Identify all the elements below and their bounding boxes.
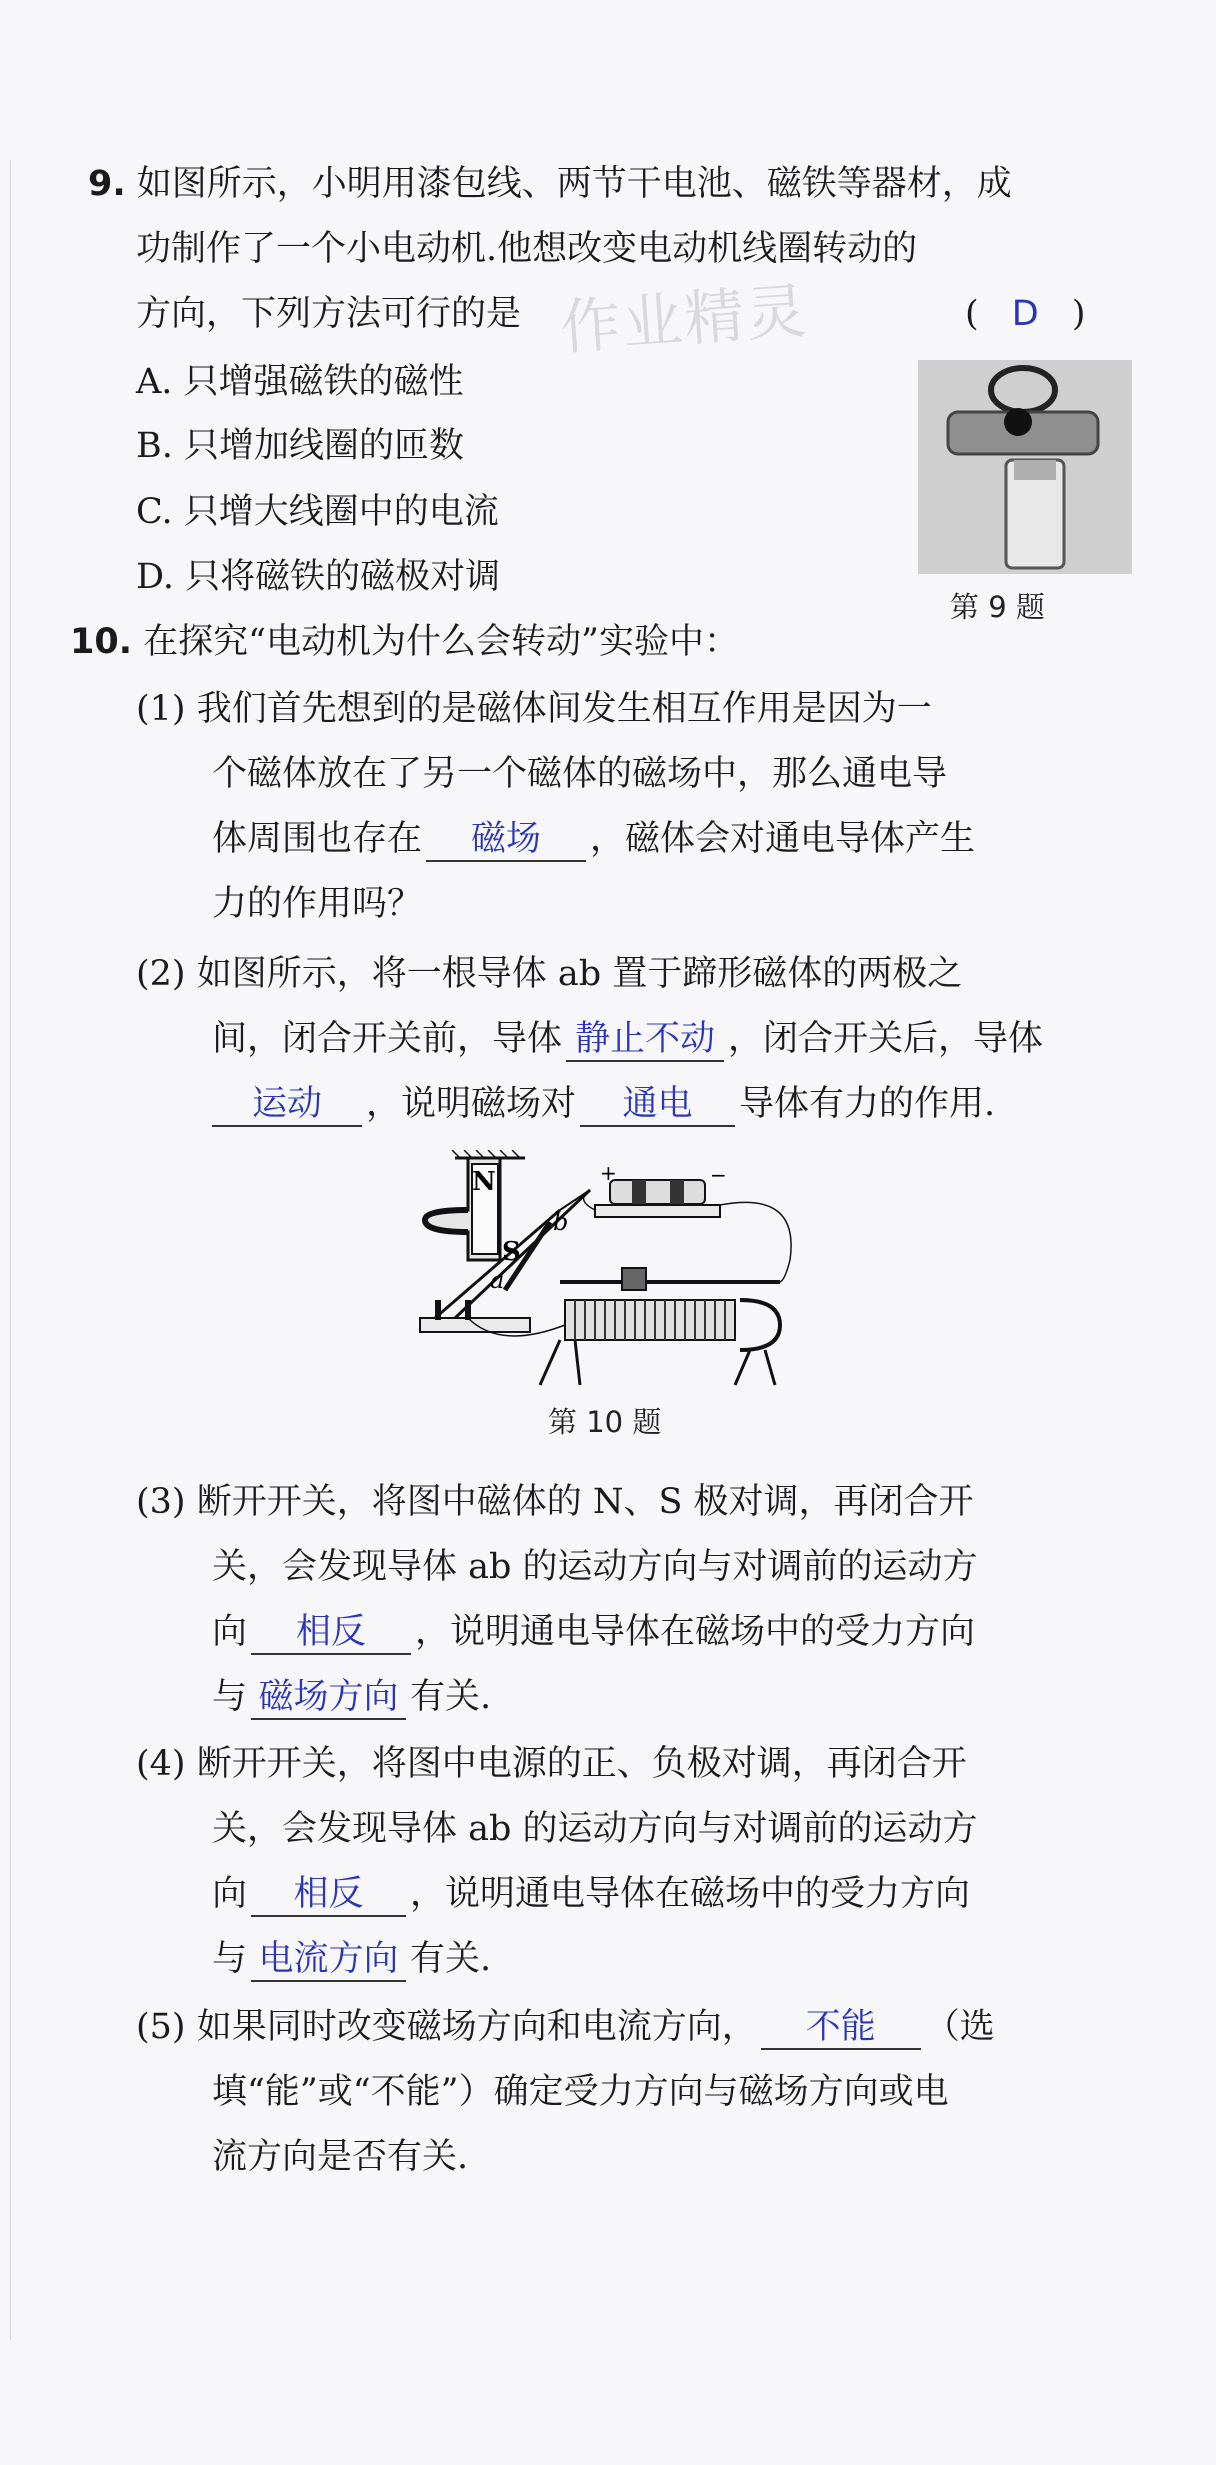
q10-p1-line1: (1) 我们首先想到的是磁体间发生相互作用是因为一 — [136, 689, 932, 729]
q9-option-a: A. 只增强磁铁的磁性 — [136, 362, 464, 402]
q10-label-minus: − — [710, 1163, 727, 1187]
q9-stem-line3: 方向，下列方法可行的是 — [136, 294, 522, 334]
q10-p4-answer-blank2: 电流方向 — [251, 1938, 406, 1982]
q10-p2-line1: (2) 如图所示，将一根导体 ab 置于蹄形磁体的两极之 — [136, 954, 963, 994]
q10-p5-line3: 流方向是否有关. — [212, 2137, 469, 2177]
q10-stem: 10. 在探究“电动机为什么会转动”实验中： — [70, 622, 739, 662]
q9-stem-line2: 功制作了一个小电动机.他想改变电动机线圈转动的 — [136, 229, 918, 269]
q10-p4-line2: 关，会发现导体 ab 的运动方向与对调前的运动方 — [212, 1809, 978, 1849]
q10-p2-line3: 运动 ，说明磁场对 通电 导体有力的作用. — [212, 1080, 995, 1128]
q10-p2-answer-blank3: 通电 — [580, 1083, 735, 1127]
q10-number: 10. — [70, 622, 133, 662]
q9-figure-caption: 第 9 题 — [950, 590, 1045, 624]
q10-p1-line3: 体周围也存在 磁场 ，磁体会对通电导体产生 — [212, 815, 975, 863]
q10-p4-line1: (4) 断开开关，将图中电源的正、负极对调，再闭合开 — [136, 1744, 967, 1784]
q10-p3-line4: 与 磁场方向 有关. — [212, 1673, 491, 1721]
q10-p4-line4: 与 电流方向 有关. — [212, 1935, 491, 1983]
q9-number: 9. — [88, 164, 126, 204]
q10-circuit-diagram — [410, 1150, 820, 1390]
watermark-text: 作业精灵 — [558, 276, 811, 364]
q10-label-a: a — [490, 1266, 505, 1294]
q9-option-c: C. 只增大线圈中的电流 — [136, 492, 499, 532]
q9-option-d: D. 只将磁铁的磁极对调 — [136, 557, 501, 597]
q10-p1-answer-blank: 磁场 — [426, 818, 586, 862]
page-margin-line — [10, 160, 11, 2340]
q10-p3-line1: (3) 断开开关，将图中磁体的 N、S 极对调，再闭合开 — [136, 1482, 974, 1522]
q10-p3-line3: 向 相反 ，说明通电导体在磁场中的受力方向 — [212, 1608, 975, 1656]
q10-p3-answer-blank2: 磁场方向 — [251, 1676, 406, 1720]
q10-p2-answer-blank1: 静止不动 — [566, 1018, 724, 1062]
q10-p3-answer-blank1: 相反 — [251, 1611, 411, 1655]
q10-p1-line4: 力的作用吗？ — [212, 884, 423, 924]
q10-label-b: b — [553, 1208, 569, 1236]
q9-stem-line1: 9. 如图所示，小明用漆包线、两节干电池、磁铁等器材，成 — [88, 164, 1012, 204]
q9-motor-photo — [918, 360, 1132, 574]
q10-label-n: N — [472, 1167, 496, 1197]
q10-p2-line2: 间，闭合开关前，导体 静止不动 ，闭合开关后，导体 — [212, 1015, 1043, 1063]
q10-figure-caption: 第 10 题 — [548, 1405, 662, 1439]
q10-label-plus: + — [600, 1161, 617, 1185]
q10-p4-line3: 向 相反 ，说明通电导体在磁场中的受力方向 — [212, 1870, 970, 1918]
q10-p2-answer-blank2: 运动 — [212, 1083, 362, 1127]
q10-p4-answer-blank1: 相反 — [251, 1873, 406, 1917]
q10-p5-answer-blank1: 不能 — [761, 2006, 921, 2050]
q9-answer: D — [1011, 294, 1039, 334]
q10-p5-line1: (5) 如果同时改变磁场方向和电流方向， 不能 （选 — [136, 2003, 995, 2051]
q9-answer-bracket: ( D ) — [965, 294, 1086, 334]
q10-p1-line2: 个磁体放在了另一个磁体的磁场中，那么通电导 — [212, 754, 948, 794]
q9-option-b: B. 只增加线圈的匝数 — [136, 426, 464, 466]
q10-label-s: S — [502, 1237, 521, 1267]
q10-p5-line2: 填“能”或“不能”）确定受力方向与磁场方向或电 — [212, 2072, 949, 2112]
q10-p3-line2: 关，会发现导体 ab 的运动方向与对调前的运动方 — [212, 1547, 978, 1587]
